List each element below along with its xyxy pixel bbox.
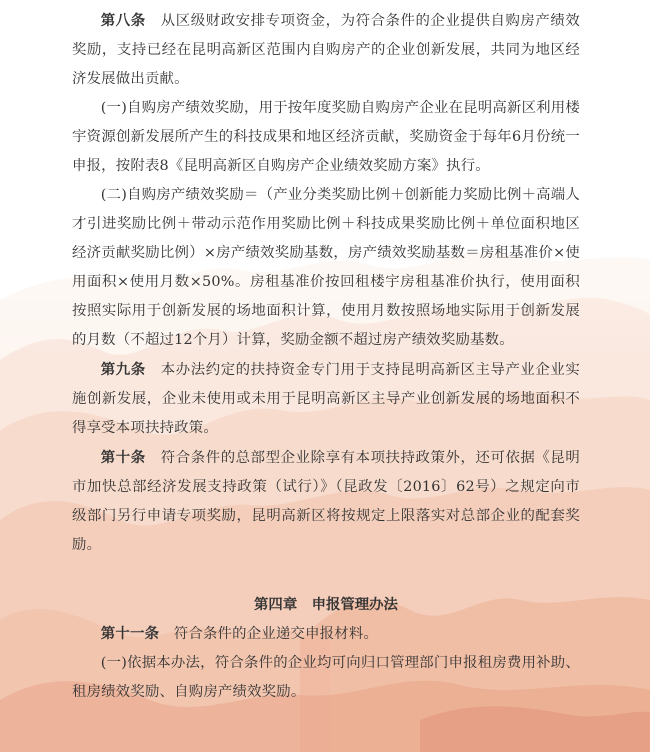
article-10-paragraph	[72, 443, 580, 560]
article-11-text: 符合条件的企业递交申报材料。	[159, 626, 379, 642]
article-11-item-1: (一)依据本办法，符合条件的企业均可向归口管理部门申报租房费用补助、租房绩效奖励、自购房产绩效奖励。	[72, 655, 580, 700]
article-8-item-1: (一)自购房产绩效奖励，用于按年度奖励自购房产企业在昆明高新区利用楼宇资源创新发展所产生的科技成果和地区经济贡献，奖励资金于每年6月份统一申报，按附表8《昆明高新区自购房产企业绩效奖励方案》执行。	[72, 100, 580, 174]
chapter-4-heading: 第四章 申报管理办法	[254, 596, 398, 613]
article-8-item-2: (二)自购房产绩效奖励＝（产业分类奖励比例＋创新能力奖励比例＋高端人才引进奖励比例＋带动示范作用奖励比例＋科技成果奖励比例＋单位面积地区经济贡献奖励比例）×房产绩效奖励基数，房产绩效奖励基数＝房租基准价×使用面积×使用月数×50%。房租基准价按回租楼宇房租基准价执行，使用面积按照实际用于创新发展的场地面积计算，使用月数按照场地实际用于创新发展的月数（不超过12个月）计算，奖励金额不超过房产绩效奖励基数。	[72, 187, 580, 348]
article-9-label: 第九条	[100, 361, 146, 378]
article-9-paragraph	[72, 355, 580, 443]
article-9-text: 本办法约定的扶持资金专门用于支持昆明高新区主导产业企业实施创新发展，企业未使用或未用于昆明高新区主导产业创新发展的场地面积不得享受本项扶持政策。	[72, 362, 580, 436]
article-8-label: 第八条	[100, 12, 146, 29]
document-body	[72, 6, 580, 707]
article-8-text: 从区级财政安排专项资金，为符合条件的企业提供自购房产绩效奖励，支持已经在昆明高新区范围内自购房产的企业创新发展，共同为地区经济发展做出贡献。	[72, 13, 580, 87]
article-11-paragraph	[72, 619, 580, 649]
article-11-label: 第十一条	[100, 625, 160, 642]
article-10-text: 符合条件的总部型企业除享有本项扶持政策外，还可依据《昆明市加快总部经济发展支持政策（试行）》（昆政发〔2016〕62号）之规定向市级部门另行申请专项奖励，昆明高新区将按规定上限落实对总部企业的配套奖励。	[72, 450, 580, 553]
article-8-paragraph	[72, 6, 580, 94]
article-10-label: 第十条	[100, 449, 146, 466]
